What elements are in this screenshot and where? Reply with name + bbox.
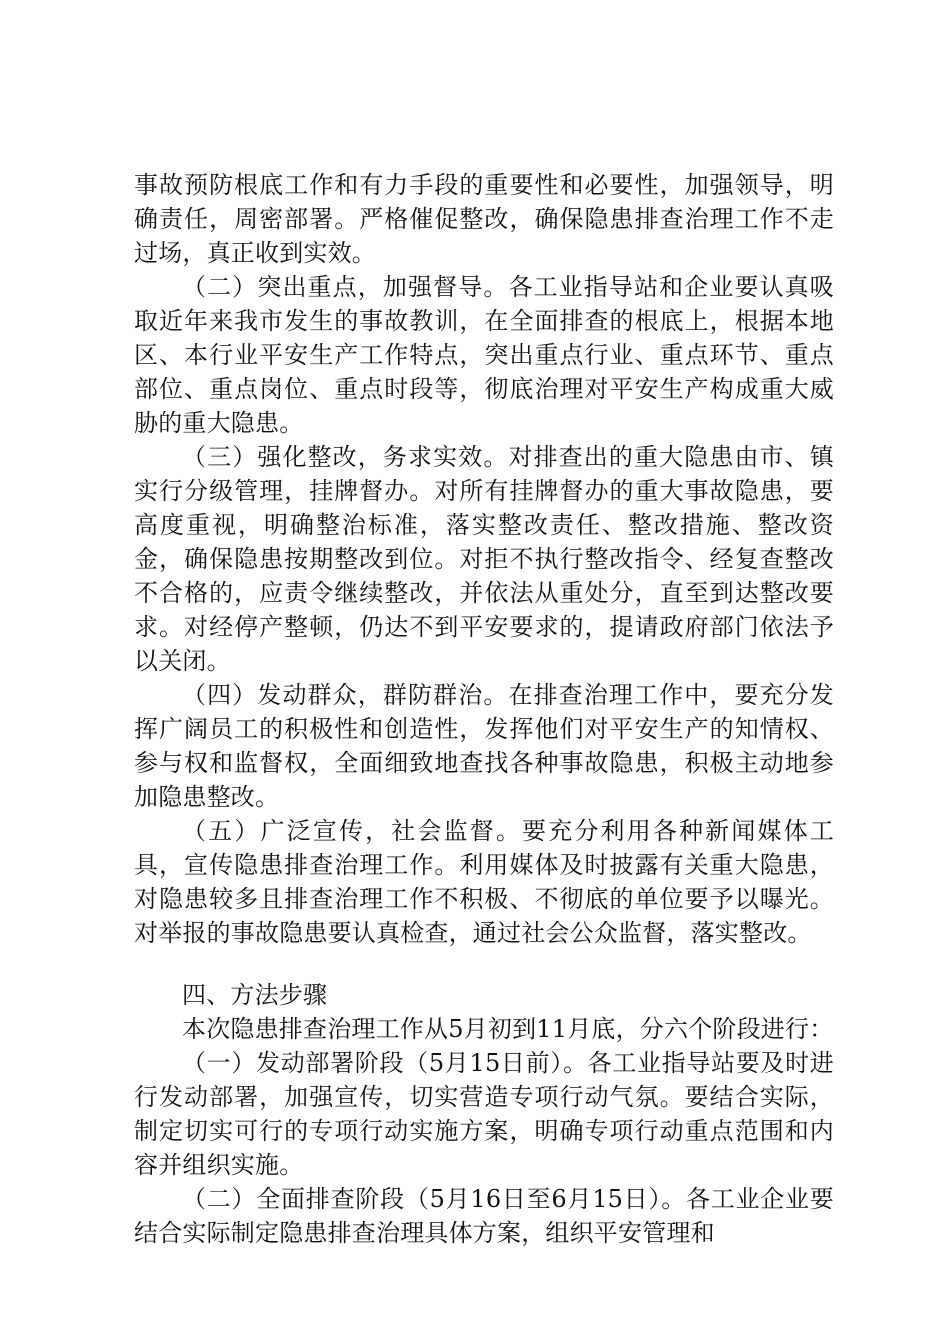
paragraph-point-2: （二）突出重点，加强督导。各工业指导站和企业要认真吸取近年来我市发生的事故教训，在全面排查的根底上，根据本地区、本行业平安生产工作特点，突出重点行业、重点环节、重点部位、重点岗位、重点时段等，彻底治理对平安生产构成重大威胁的重大隐患。 <box>134 273 834 437</box>
document-body <box>134 168 834 1250</box>
paragraph-step-2: （二）全面排查阶段（5月16日至6月15日）。各工业企业要结合实际制定隐患排查治理具体方案，组织平安管理和 <box>134 1185 834 1247</box>
paragraph-point-3: （三）强化整改，务求实效。对排查出的重大隐患由市、镇实行分级管理，挂牌督办。对所有挂牌督办的重大事故隐患，要高度重视，明确整治标准，落实整改责任、整改措施、整改资金，确保隐患按期整改到位。对拒不执行整改指令、经复查整改不合格的，应责令继续整改，并依法从重处分，直至到达整改要求。对经停产整顿，仍达不到平安要求的，提请政府部门依法予以关闭。 <box>134 443 834 675</box>
section-heading: 四、方法步骤 <box>182 981 328 1009</box>
paragraph-continuation: 事故预防根底工作和有力手段的重要性和必要性，加强领导，明确责任，周密部署。严格催促整改，确保隐患排查治理工作不走过场，真正收到实效。 <box>134 171 834 267</box>
paragraph-point-4: （四）发动群众，群防群治。在排查治理工作中，要充分发挥广阔员工的积极性和创造性，发挥他们对平安生产的知情权、参与权和监督权，全面细致地查找各种事故隐患，积极主动地参加隐患整改。 <box>134 681 834 811</box>
paragraph-step-1: （一）发动部署阶段（5月15日前）。各工业指导站要及时进行发动部署，加强宣传，切实营造专项行动气氛。要结合实际，制定切实可行的专项行动实施方案，明确专项行动重点范围和内容并组织实施。 <box>134 1049 834 1179</box>
section-gap <box>134 950 834 978</box>
paragraph-intro: 本次隐患排查治理工作从5月初到11月底，分六个阶段进行： <box>182 1015 834 1043</box>
paragraph-point-5: （五）广泛宣传，社会监督。要充分利用各种新闻媒体工具，宣传隐患排查治理工作。利用媒体及时披露有关重大隐患，对隐患较多且排查治理工作不积极、不彻底的单位要予以曝光。对举报的事故隐患要认真检查，通过社会公众监督，落实整改。 <box>134 817 834 947</box>
